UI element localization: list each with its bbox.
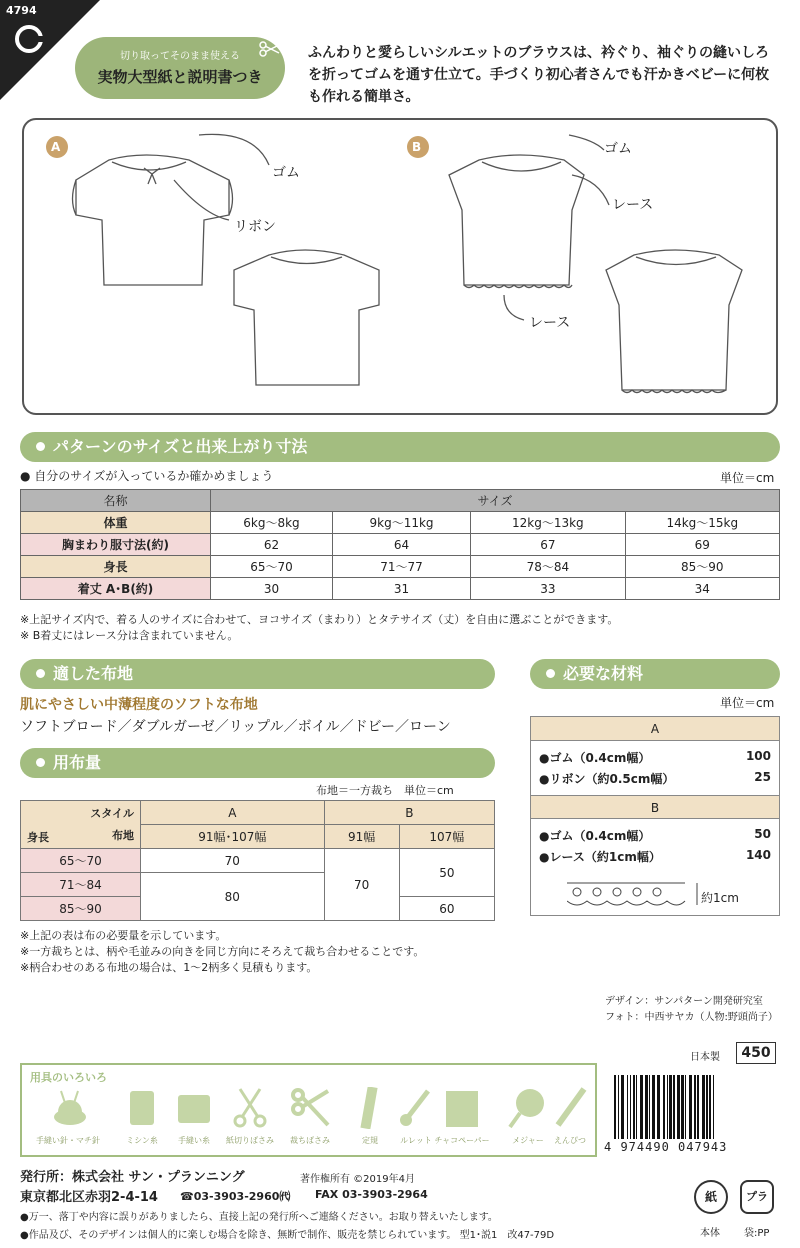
barcode-bar: [706, 1075, 708, 1139]
materials-unit: 単位＝cm: [720, 696, 775, 710]
size-note: ● 自分のサイズが入っているか確かめましょう: [20, 469, 274, 483]
barcode-bar: [652, 1075, 655, 1139]
publisher-note-2: ●作品及び、そのデザインは個人的に楽しむ場合を除き、無断で制作、販売を禁じられています。 型1･説1 改47-79D: [20, 1230, 555, 1241]
tool-label: 定規: [362, 1136, 378, 1145]
paper-recycle-icon: 紙: [694, 1180, 728, 1214]
tape-measure-icon: [508, 1087, 548, 1129]
materials-section-title: 必要な材料: [530, 659, 780, 689]
barcode-bar: [627, 1075, 628, 1139]
copyright: 著作権所有 ©2019年4月: [300, 1174, 415, 1185]
table-row: 体重 6kg～8kg 9kg～11kg 12kg～13kg 14kg～15kg: [21, 512, 780, 534]
yardage-footnote-2: ※一方裁ちとは、柄や毛並みの向きを同じ方向にそろえて裁ち合わせることです。: [20, 945, 425, 958]
badge-line2: 実物大型紙と説明書つき: [97, 68, 263, 86]
plastic-recycle-icon: プラ: [740, 1180, 774, 1214]
size-footnote-2: ※ B着丈にはレース分は含まれていません。: [20, 629, 239, 642]
credit-design: デザイン：サンパターン開発研究室: [605, 996, 763, 1007]
barcode-bar: [669, 1075, 672, 1139]
publisher-name: 発行所：株式会社 サン・プランニング: [20, 1170, 245, 1185]
barcode-bar: [636, 1075, 637, 1139]
yardage-section-title: 用布量: [20, 748, 495, 778]
pincushion-icon: [50, 1087, 90, 1129]
made-in-japan: 日本製: [690, 1052, 720, 1063]
header-size: サイズ: [211, 490, 780, 512]
tools-title: 用具のいろいろ: [30, 1071, 107, 1084]
barcode-bar: [630, 1075, 631, 1139]
tools-panel: [20, 1063, 597, 1157]
label-ribbon: リボン: [234, 219, 276, 235]
barcode-bar: [673, 1075, 675, 1139]
barcode-bar: [685, 1075, 686, 1139]
ruler-icon: [350, 1087, 390, 1129]
tool-label: 裁ちばさみ: [290, 1136, 330, 1145]
tool-label: えんぴつ: [554, 1136, 586, 1145]
scissors-icon: [258, 40, 280, 58]
barcode-bar: [677, 1075, 680, 1139]
barcode-bar: [645, 1075, 648, 1139]
barcode-bar: [697, 1075, 699, 1139]
barcode-bar: [621, 1075, 624, 1139]
tool-label: メジャー: [512, 1136, 544, 1145]
barcode-bar: [640, 1075, 643, 1139]
lace-sample-icon: [567, 877, 707, 913]
yardage-table: スタイル 布地 身長 A B 91幅･107幅 91幅 107幅 65～70 70 70 50 71～84 80 85～90 60: [20, 800, 495, 921]
pencil-icon: [550, 1087, 590, 1129]
blouse-illustration: [24, 120, 776, 413]
barcode-bar: [657, 1075, 660, 1139]
publisher-address: 東京都北区赤羽2-4-14: [20, 1190, 158, 1205]
pattern-badge: [75, 37, 285, 99]
machine-thread-icon: [122, 1087, 162, 1129]
barcode-bar: [702, 1075, 705, 1139]
barcode-bar: [713, 1075, 714, 1139]
price-box: 450: [736, 1042, 776, 1064]
paper-recycle-label: 本体: [700, 1228, 720, 1239]
tool-label: 手縫い針・マチ針: [36, 1136, 100, 1145]
list-item: ●ゴム（0.4cm幅） 100: [539, 749, 771, 765]
barcode-bar: [694, 1075, 696, 1139]
tracing-wheel-icon: [396, 1087, 436, 1129]
label-gomu-a: ゴム: [272, 165, 300, 181]
illustration-panel: [22, 118, 778, 415]
badge-line1: 切り取ってそのまま使える: [120, 51, 240, 62]
barcode: [612, 1075, 778, 1139]
publisher-note-1: ●万一、落丁や内容に誤りがありましたら、直接上記の発行所へご連絡ください。お取り替えいたします。: [20, 1212, 498, 1223]
yardage-corner: スタイル 布地 身長: [21, 801, 141, 849]
label-lace-1: レース: [612, 197, 654, 213]
style-b-marker: B: [412, 140, 422, 154]
lace-width-label: 約1cm: [701, 891, 739, 905]
list-item: ●レース（約1cm幅） 140: [539, 848, 771, 864]
size-table: [20, 489, 780, 600]
label-lace-2: レース: [529, 315, 571, 331]
materials-box: [530, 716, 780, 916]
tool-label: ルレット: [400, 1136, 432, 1145]
tool-label: チャコペーパー: [434, 1136, 490, 1145]
barcode-bar: [681, 1075, 684, 1139]
tool-label: 手縫い糸: [178, 1136, 210, 1145]
barcode-number: 4 974490 047943: [604, 1140, 728, 1154]
fabric-list: ソフトブロード／ダブルガーゼ／リップル／ボイル／ドビー／ローン: [20, 719, 451, 735]
barcode-bar: [618, 1075, 619, 1139]
table-row: 胸まわり服寸法(約) 62 64 67 69: [21, 534, 780, 556]
materials-b-header: B: [531, 795, 779, 819]
label-gomu-b: ゴム: [604, 141, 632, 157]
tool-label: 紙切りばさみ: [226, 1136, 274, 1145]
barcode-bar: [709, 1075, 711, 1139]
table-row: 身長 65～70 71～77 78～84 85～90: [21, 556, 780, 578]
barcode-bar: [689, 1075, 692, 1139]
size-unit: 単位＝cm: [720, 471, 775, 485]
plastic-recycle-label: 袋:PP: [744, 1228, 770, 1239]
header-name: 名称: [21, 490, 211, 512]
table-row: 着丈 A･B(約) 30 31 33 34: [21, 578, 780, 600]
style-a-marker: A: [51, 140, 61, 154]
fabric-section-title: 適した布地: [20, 659, 495, 689]
size-section-title: パターンのサイズと出来上がり寸法: [20, 432, 780, 462]
barcode-bar: [649, 1075, 650, 1139]
barcode-bar: [663, 1075, 665, 1139]
size-footnote-1: ※上記サイズ内で、着る人のサイズに合わせて、ヨコサイズ（まわり）とタテサイズ（丈）を自由に選ぶことができます。: [20, 613, 619, 626]
brand-logo-icon: [14, 24, 44, 54]
publisher-fax: FAX 03-3903-2964: [315, 1188, 428, 1201]
publisher-tel: ☎03-3903-2960㈹: [180, 1190, 291, 1203]
barcode-bar: [614, 1075, 616, 1139]
fabric-scissors-icon: [290, 1087, 330, 1129]
fabric-lead: 肌にやさしい中薄程度のソフトな布地: [20, 697, 258, 713]
barcode-bar: [633, 1075, 635, 1139]
yardage-footnote-1: ※上記の表は布の必要量を示しています。: [20, 929, 227, 942]
product-code: 4794: [6, 4, 37, 17]
list-item: ●ゴム（0.4cm幅） 50: [539, 827, 771, 843]
intro-text: ふんわりと愛らしいシルエットのブラウスは、衿ぐり、袖ぐりの縫いしろを折ってゴムを通す仕立て。手づくり初心者さんでも汗かきベビーに何枚も作れる簡単さ。: [308, 45, 770, 105]
yardage-footnote-3: ※柄合わせのある布地の場合は、1～2柄多く見積もります。: [20, 961, 318, 974]
tool-label: ミシン糸: [126, 1136, 158, 1145]
chalk-paper-icon: [442, 1087, 482, 1129]
hand-thread-icon: [174, 1087, 214, 1129]
paper-scissors-icon: [230, 1087, 270, 1129]
materials-a-header: A: [531, 717, 779, 741]
credit-photo: フォト：中西サヤカ（人物:野頭尚子）: [605, 1012, 778, 1023]
yardage-unit: 布地＝一方裁ち 単位＝cm: [316, 784, 454, 797]
barcode-bar: [667, 1075, 668, 1139]
list-item: ●リボン（約0.5cm幅） 25: [539, 770, 771, 786]
